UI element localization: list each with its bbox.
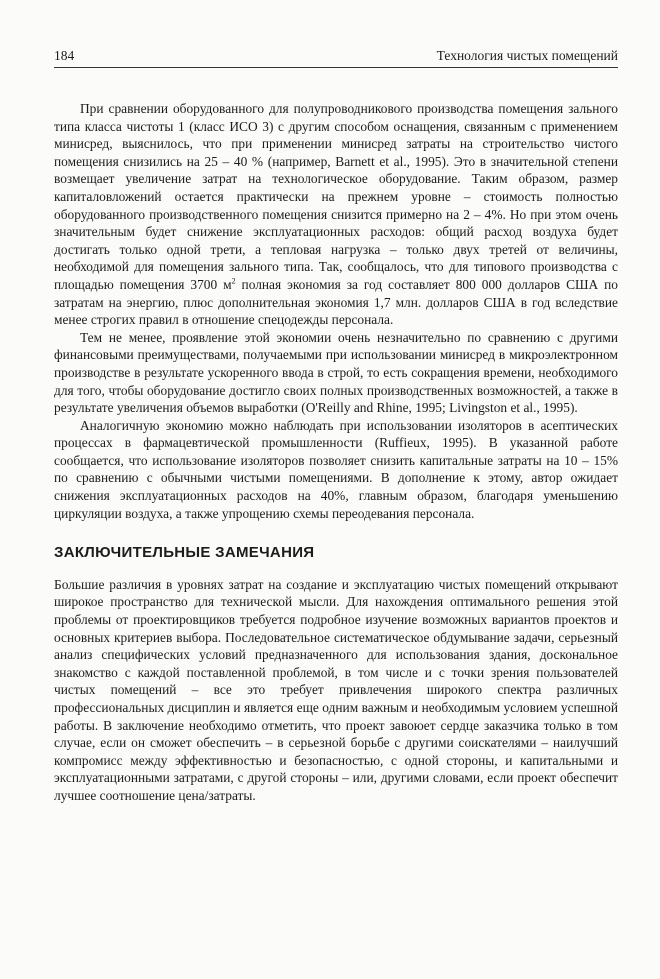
paragraph-conclusions: Большие различия в уровнях затрат на создание и эксплуатацию чистых помещений открывают широкое пространство для технической мысли. Для нахождения оптимального решения этой проблемы от проектировщиков требуется подробное изучение возможных вариантов проектов и основных критериев выбора. Последовательное систематическое обдумывание задачи, серьезный анализ специфических условий предназначенного для использования здания, доскональное знакомство с каждой поставленной проблемой, в том числе и с точки зрения пользователей чистых помещений – все это требует привлечения широкого спектра различных профессиональных дисциплин и является еще одним важным и необходимым условием успешной работы. В заключение необходимо отметить, что проект завоюет сердце заказчика только в том случае, если он сможет обеспечить – в серьезной борьбе с другими соискателями – наилучший компромисс между эффективностью и безопасностью, с одной стороны, и капитальными и эксплуатационными затратами, с другой стороны – или, другими словами, если проект обеспечит лучшее соотношение цена/затраты. (54, 576, 618, 803)
section-heading: ЗАКЛЮЧИТЕЛЬНЫЕ ЗАМЕЧАНИЯ (54, 544, 315, 562)
running-header (54, 48, 618, 68)
page-number: 184 (54, 48, 75, 63)
paragraph-text-part: При сравнении оборудованного для полупроводникового производства помещения зального типа класса чистоты 1 (класс ИСО 3) с другим способом оснащения, связанным с применением минисред, выяснилось, что при применении минисред затраты на строительство чистого помещения снизились на 25 – 40 % (например, Barnett et al., 1995). Это в значительной степени возмещает увеличение затрат на технологическое оборудование. Таким образом, размер капиталовложений остается практически на прежнем уровне – стоимость полностью оборудованного производственного помещения снизится примерно на 2 – 4%. Но при этом очень значительным будет снижение эксплуатационных расходов: общий расход воздуха будет достигать только одной трети, а тепловая нагрузка – только двух третей от величины, необходимой для помещения зального типа. Так, сообщалось, что для типового производства с площадью помещения 3700 м (54, 101, 618, 292)
paragraph-financial-advantages: Тем не менее, проявление этой экономии очень незначительно по сравнению с другими финансовыми преимуществами, получаемыми при использовании минисред в микроэлектронном производстве в результате ускоренного ввода в строй, то есть сокращения времени, необходимого для того, чтобы оборудование достигло своих полных производственных возможностей, а также в результате увеличения объемов выработки (O'Reilly and Rhine, 1995; Livingston et al., 1995). (54, 329, 618, 416)
paragraph-isolators: Аналогичную экономию можно наблюдать при использовании изоляторов в асептических процессах в фармацевтической промышленности (Ruffieux, 1995). В указанной работе сообщается, что использование изоляторов позволяет снизить капитальные затраты на 10 – 15% по сравнению с обычными чистыми помещениями. В дополнение к этому, автор ожидает снижения эксплуатационных расходов на 40%, главным образом, благодаря уменьшению циркуляции воздуха, а также упрощению схемы переодевания персонала. (54, 417, 618, 521)
main-text (54, 100, 618, 805)
running-title: Технология чистых помещений (436, 48, 618, 63)
paragraph-text-part: полная экономия за год составляет 800 000 долларов США по затратам на энергию, плюс дополнительная экономия 1,7 млн. долларов США в год вследствие менее строгих правил в отношение спецодежды персонала. (54, 276, 618, 328)
paragraph-minienvironment-costs (54, 100, 618, 329)
superscript: 2 (231, 276, 236, 286)
